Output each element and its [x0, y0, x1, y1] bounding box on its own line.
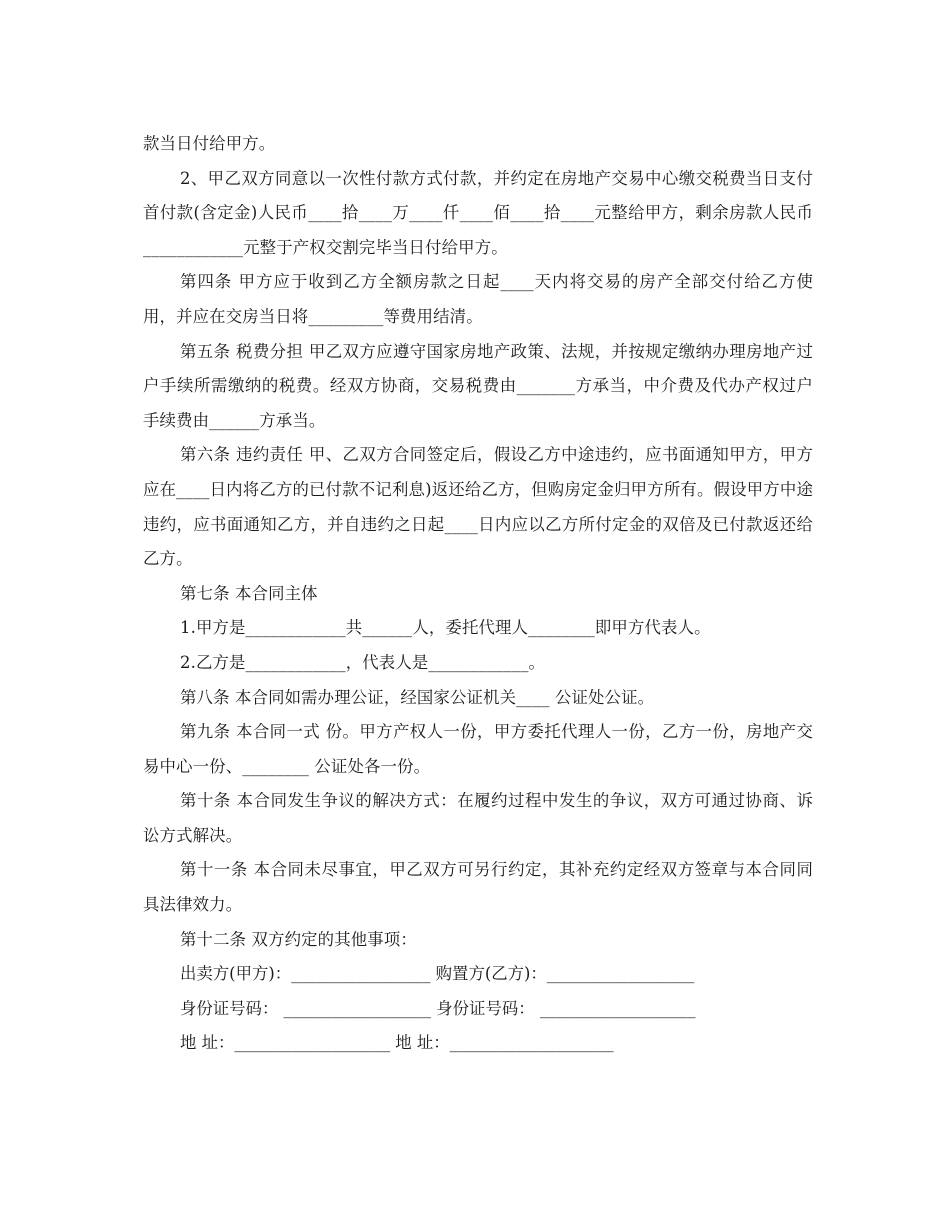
paragraph-article-6: 第六条 违约责任 甲、乙双方合同签定后，假设乙方中途违约，应书面通知甲方，甲方应在____日内将乙方的已付款不记利息)返还给乙方，但购房定金归甲方所有。假设甲方中途违约，应书面通知乙方，并自违约之日起____日内应以乙方所付定金的双倍及已付款返还给乙方。 — [143, 445, 813, 569]
signature-line-parties: 出卖方(甲方)：_________________ 购置方(乙方)：__________________ — [180, 964, 695, 984]
paragraph-article-12: 第十二条 双方约定的其他事项： — [180, 929, 417, 949]
paragraph-continuation: 款当日付给甲方。 — [143, 134, 276, 153]
paragraph-party-a: 1.甲方是____________共______人，委托代理人________即甲方代表人。 — [180, 618, 711, 638]
paragraph-article-4: 第四条 甲方应于收到乙方全额房款之日起____天内将交易的房产全部交付给乙方使用，并应在交房当日将_________等费用结清。 — [143, 272, 813, 326]
paragraph-article-5: 第五条 税费分担 甲乙双方应遵守国家房地产政策、法规，并按规定缴纳办理房地产过户手续所需缴纳的税费。经双方协商，交易税费由_______方承当，中介费及代办产权过户手续费由______方承当。 — [143, 341, 813, 430]
paragraph-article-11: 第十一条 本合同未尽事宜，甲乙双方可另行约定，其补充约定经双方签章与本合同同具法律效力。 — [143, 860, 813, 915]
paragraph-article-10: 第十条 本合同发生争议的解决方式：在履约过程中发生的争议，双方可通过协商、诉讼方式解决。 — [143, 791, 813, 845]
paragraph-article-8: 第八条 本合同如需办理公证，经国家公证机关____ 公证处公证。 — [180, 687, 655, 707]
signature-line-addresses: 地 址：___________________ 地 址：____________________ — [180, 1033, 614, 1053]
paragraph-article-7: 第七条 本合同主体 — [180, 583, 318, 603]
paragraph-article-9: 第九条 本合同一式 份。甲方产权人一份，甲方委托代理人一份，乙方一份，房地产交易中心一份、________ 公证处各一份。 — [143, 722, 813, 776]
signature-line-id-numbers: 身份证号码： __________________ 身份证号码： ___________________ — [180, 998, 696, 1018]
contract-document — [143, 127, 813, 1061]
paragraph-party-b: 2.乙方是____________，代表人是____________。 — [180, 652, 546, 672]
paragraph-payment-clause-2: 2、甲乙双方同意以一次性付款方式付款，并约定在房地产交易中心缴交税费当日支付首付款(含定金)人民币____拾____万____仟____佰____拾____元整给甲方，剩余房款人民币____________元整于产权交割完毕当日付给甲方。 — [143, 168, 813, 257]
signature-block — [143, 957, 813, 1061]
